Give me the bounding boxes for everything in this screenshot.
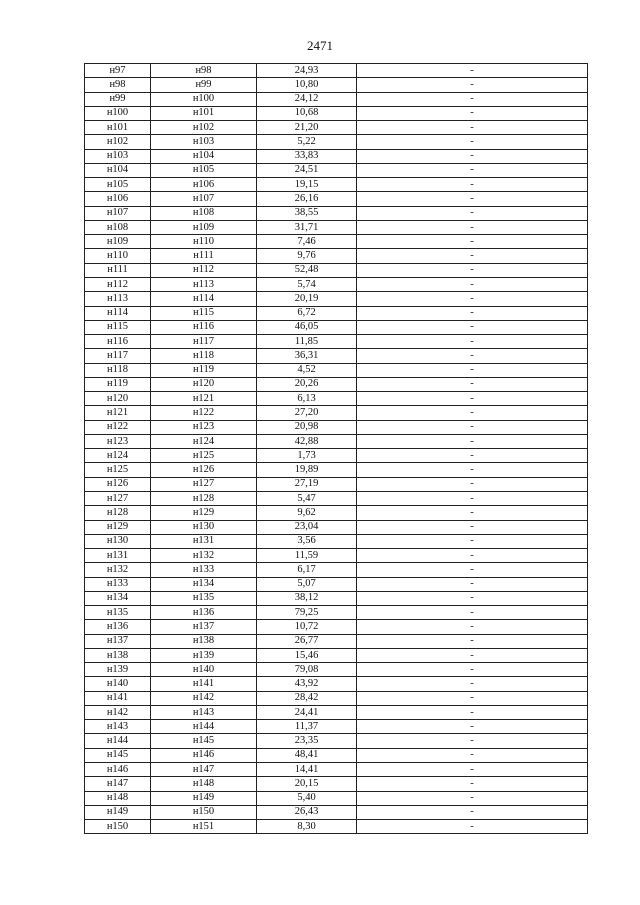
note-cell: - [357, 64, 588, 78]
distance-cell: 3,56 [257, 534, 357, 548]
table-row [85, 320, 588, 334]
to-point-cell: н113 [151, 277, 257, 291]
table-row [85, 663, 588, 677]
table-row [85, 620, 588, 634]
from-point-cell: н139 [85, 663, 151, 677]
from-point-cell: н107 [85, 206, 151, 220]
distance-cell: 23,04 [257, 520, 357, 534]
table-body [85, 64, 588, 834]
distance-cell: 79,25 [257, 606, 357, 620]
note-cell: - [357, 463, 588, 477]
note-cell: - [357, 805, 588, 819]
table-row [85, 363, 588, 377]
to-point-cell: н118 [151, 349, 257, 363]
note-cell: - [357, 420, 588, 434]
note-cell: - [357, 491, 588, 505]
distance-cell: 10,68 [257, 106, 357, 120]
table-row [85, 249, 588, 263]
table-row [85, 206, 588, 220]
table-row [85, 634, 588, 648]
to-point-cell: н101 [151, 106, 257, 120]
distance-cell: 26,16 [257, 192, 357, 206]
note-cell: - [357, 705, 588, 719]
from-point-cell: н111 [85, 263, 151, 277]
from-point-cell: н121 [85, 406, 151, 420]
distance-cell: 20,26 [257, 377, 357, 391]
distance-cell: 10,80 [257, 78, 357, 92]
from-point-cell: н103 [85, 149, 151, 163]
distance-cell: 23,35 [257, 734, 357, 748]
to-point-cell: н99 [151, 78, 257, 92]
table-row [85, 648, 588, 662]
note-cell: - [357, 506, 588, 520]
from-point-cell: н141 [85, 691, 151, 705]
from-point-cell: н123 [85, 434, 151, 448]
from-point-cell: н126 [85, 477, 151, 491]
note-cell: - [357, 192, 588, 206]
from-point-cell: н125 [85, 463, 151, 477]
from-point-cell: н144 [85, 734, 151, 748]
to-point-cell: н110 [151, 235, 257, 249]
table-row [85, 178, 588, 192]
to-point-cell: н121 [151, 392, 257, 406]
distance-cell: 20,15 [257, 777, 357, 791]
from-point-cell: н106 [85, 192, 151, 206]
distance-cell: 19,15 [257, 178, 357, 192]
note-cell: - [357, 292, 588, 306]
distance-cell: 79,08 [257, 663, 357, 677]
distance-cell: 24,41 [257, 705, 357, 719]
distance-cell: 5,74 [257, 277, 357, 291]
page-number: 2471 [307, 38, 333, 53]
table-row [85, 805, 588, 819]
distance-cell: 5,47 [257, 491, 357, 505]
note-cell: - [357, 606, 588, 620]
note-cell: - [357, 777, 588, 791]
from-point-cell: н108 [85, 220, 151, 234]
note-cell: - [357, 734, 588, 748]
distance-cell: 10,72 [257, 620, 357, 634]
to-point-cell: н122 [151, 406, 257, 420]
distance-cell: 20,98 [257, 420, 357, 434]
distance-cell: 6,17 [257, 563, 357, 577]
table-row [85, 149, 588, 163]
table-row [85, 235, 588, 249]
from-point-cell: н104 [85, 163, 151, 177]
distance-cell: 20,19 [257, 292, 357, 306]
distance-cell: 42,88 [257, 434, 357, 448]
distance-cell: 6,72 [257, 306, 357, 320]
from-point-cell: н136 [85, 620, 151, 634]
distance-cell: 14,41 [257, 763, 357, 777]
to-point-cell: н150 [151, 805, 257, 819]
distance-cell: 11,37 [257, 720, 357, 734]
from-point-cell: н142 [85, 705, 151, 719]
note-cell: - [357, 691, 588, 705]
note-cell: - [357, 106, 588, 120]
note-cell: - [357, 335, 588, 349]
to-point-cell: н143 [151, 705, 257, 719]
to-point-cell: н119 [151, 363, 257, 377]
from-point-cell: н101 [85, 121, 151, 135]
from-point-cell: н134 [85, 591, 151, 605]
distance-cell: 24,51 [257, 163, 357, 177]
distance-cell: 5,40 [257, 791, 357, 805]
from-point-cell: н131 [85, 549, 151, 563]
from-point-cell: н116 [85, 335, 151, 349]
note-cell: - [357, 406, 588, 420]
note-cell: - [357, 434, 588, 448]
from-point-cell: н137 [85, 634, 151, 648]
from-point-cell: н105 [85, 178, 151, 192]
note-cell: - [357, 392, 588, 406]
from-point-cell: н124 [85, 449, 151, 463]
note-cell: - [357, 135, 588, 149]
note-cell: - [357, 149, 588, 163]
to-point-cell: н138 [151, 634, 257, 648]
to-point-cell: н133 [151, 563, 257, 577]
note-cell: - [357, 220, 588, 234]
table-row [85, 406, 588, 420]
from-point-cell: н128 [85, 506, 151, 520]
table-row [85, 591, 588, 605]
table-row [85, 691, 588, 705]
to-point-cell: н108 [151, 206, 257, 220]
to-point-cell: н147 [151, 763, 257, 777]
from-point-cell: н118 [85, 363, 151, 377]
table-row [85, 392, 588, 406]
table-row [85, 606, 588, 620]
table-row [85, 434, 588, 448]
distance-cell: 52,48 [257, 263, 357, 277]
from-point-cell: н145 [85, 748, 151, 762]
from-point-cell: н150 [85, 820, 151, 834]
note-cell: - [357, 763, 588, 777]
table-row [85, 791, 588, 805]
table-row [85, 121, 588, 135]
table-row [85, 820, 588, 834]
note-cell: - [357, 320, 588, 334]
to-point-cell: н125 [151, 449, 257, 463]
from-point-cell: н98 [85, 78, 151, 92]
table-row [85, 549, 588, 563]
to-point-cell: н123 [151, 420, 257, 434]
table-row [85, 720, 588, 734]
distance-cell: 28,42 [257, 691, 357, 705]
to-point-cell: н114 [151, 292, 257, 306]
note-cell: - [357, 591, 588, 605]
note-cell: - [357, 820, 588, 834]
note-cell: - [357, 377, 588, 391]
distance-cell: 15,46 [257, 648, 357, 662]
note-cell: - [357, 520, 588, 534]
from-point-cell: н117 [85, 349, 151, 363]
to-point-cell: н142 [151, 691, 257, 705]
boundary-segments-table [84, 63, 588, 834]
from-point-cell: н127 [85, 491, 151, 505]
distance-cell: 19,89 [257, 463, 357, 477]
note-cell: - [357, 306, 588, 320]
from-point-cell: н122 [85, 420, 151, 434]
table-row [85, 734, 588, 748]
from-point-cell: н148 [85, 791, 151, 805]
to-point-cell: н128 [151, 491, 257, 505]
table-row [85, 306, 588, 320]
to-point-cell: н148 [151, 777, 257, 791]
table-row [85, 506, 588, 520]
table-row [85, 520, 588, 534]
to-point-cell: н109 [151, 220, 257, 234]
to-point-cell: н134 [151, 577, 257, 591]
table-row [85, 292, 588, 306]
distance-cell: 38,12 [257, 591, 357, 605]
to-point-cell: н98 [151, 64, 257, 78]
table-row [85, 377, 588, 391]
note-cell: - [357, 206, 588, 220]
distance-cell: 5,22 [257, 135, 357, 149]
note-cell: - [357, 634, 588, 648]
to-point-cell: н103 [151, 135, 257, 149]
table-row [85, 220, 588, 234]
from-point-cell: н99 [85, 92, 151, 106]
table-row [85, 577, 588, 591]
table-row [85, 763, 588, 777]
distance-cell: 46,05 [257, 320, 357, 334]
from-point-cell: н112 [85, 277, 151, 291]
to-point-cell: н106 [151, 178, 257, 192]
to-point-cell: н127 [151, 477, 257, 491]
table-row [85, 163, 588, 177]
table-row [85, 135, 588, 149]
to-point-cell: н111 [151, 249, 257, 263]
to-point-cell: н146 [151, 748, 257, 762]
note-cell: - [357, 263, 588, 277]
distance-cell: 31,71 [257, 220, 357, 234]
distance-cell: 24,93 [257, 64, 357, 78]
to-point-cell: н126 [151, 463, 257, 477]
from-point-cell: н120 [85, 392, 151, 406]
table-row [85, 563, 588, 577]
to-point-cell: н145 [151, 734, 257, 748]
note-cell: - [357, 534, 588, 548]
to-point-cell: н116 [151, 320, 257, 334]
from-point-cell: н140 [85, 677, 151, 691]
to-point-cell: н129 [151, 506, 257, 520]
from-point-cell: н110 [85, 249, 151, 263]
distance-cell: 11,85 [257, 335, 357, 349]
table-row [85, 277, 588, 291]
to-point-cell: н139 [151, 648, 257, 662]
to-point-cell: н132 [151, 549, 257, 563]
note-cell: - [357, 563, 588, 577]
table-row [85, 106, 588, 120]
distance-cell: 48,41 [257, 748, 357, 762]
to-point-cell: н120 [151, 377, 257, 391]
from-point-cell: н147 [85, 777, 151, 791]
note-cell: - [357, 178, 588, 192]
table-row [85, 449, 588, 463]
from-point-cell: н102 [85, 135, 151, 149]
note-cell: - [357, 648, 588, 662]
from-point-cell: н114 [85, 306, 151, 320]
from-point-cell: н115 [85, 320, 151, 334]
from-point-cell: н109 [85, 235, 151, 249]
to-point-cell: н117 [151, 335, 257, 349]
distance-cell: 11,59 [257, 549, 357, 563]
from-point-cell: н149 [85, 805, 151, 819]
from-point-cell: н113 [85, 292, 151, 306]
table-row [85, 477, 588, 491]
to-point-cell: н102 [151, 121, 257, 135]
to-point-cell: н131 [151, 534, 257, 548]
to-point-cell: н115 [151, 306, 257, 320]
table-row [85, 748, 588, 762]
from-point-cell: н132 [85, 563, 151, 577]
table-row [85, 534, 588, 548]
distance-cell: 8,30 [257, 820, 357, 834]
to-point-cell: н136 [151, 606, 257, 620]
note-cell: - [357, 477, 588, 491]
from-point-cell: н130 [85, 534, 151, 548]
from-point-cell: н129 [85, 520, 151, 534]
table-row [85, 78, 588, 92]
distance-cell: 24,12 [257, 92, 357, 106]
note-cell: - [357, 349, 588, 363]
table-row [85, 192, 588, 206]
note-cell: - [357, 577, 588, 591]
note-cell: - [357, 363, 588, 377]
from-point-cell: н146 [85, 763, 151, 777]
from-point-cell: н135 [85, 606, 151, 620]
table-row [85, 705, 588, 719]
note-cell: - [357, 791, 588, 805]
to-point-cell: н107 [151, 192, 257, 206]
distance-cell: 6,13 [257, 392, 357, 406]
from-point-cell: н143 [85, 720, 151, 734]
distance-cell: 5,07 [257, 577, 357, 591]
note-cell: - [357, 249, 588, 263]
to-point-cell: н112 [151, 263, 257, 277]
distance-cell: 38,55 [257, 206, 357, 220]
note-cell: - [357, 277, 588, 291]
to-point-cell: н151 [151, 820, 257, 834]
from-point-cell: н100 [85, 106, 151, 120]
distance-cell: 7,46 [257, 235, 357, 249]
distance-cell: 36,31 [257, 349, 357, 363]
note-cell: - [357, 449, 588, 463]
table-row [85, 92, 588, 106]
note-cell: - [357, 748, 588, 762]
from-point-cell: н138 [85, 648, 151, 662]
from-point-cell: н133 [85, 577, 151, 591]
distance-cell: 26,77 [257, 634, 357, 648]
to-point-cell: н124 [151, 434, 257, 448]
distance-cell: 27,20 [257, 406, 357, 420]
table-row [85, 263, 588, 277]
to-point-cell: н140 [151, 663, 257, 677]
note-cell: - [357, 677, 588, 691]
distance-cell: 33,83 [257, 149, 357, 163]
note-cell: - [357, 663, 588, 677]
to-point-cell: н137 [151, 620, 257, 634]
note-cell: - [357, 78, 588, 92]
note-cell: - [357, 620, 588, 634]
note-cell: - [357, 720, 588, 734]
distance-cell: 9,62 [257, 506, 357, 520]
table-row [85, 463, 588, 477]
distance-cell: 27,19 [257, 477, 357, 491]
table-row [85, 677, 588, 691]
note-cell: - [357, 92, 588, 106]
table-row [85, 420, 588, 434]
table-row [85, 64, 588, 78]
from-point-cell: н119 [85, 377, 151, 391]
to-point-cell: н104 [151, 149, 257, 163]
to-point-cell: н144 [151, 720, 257, 734]
distance-cell: 21,20 [257, 121, 357, 135]
distance-cell: 26,43 [257, 805, 357, 819]
table-row [85, 491, 588, 505]
note-cell: - [357, 235, 588, 249]
to-point-cell: н130 [151, 520, 257, 534]
table-row [85, 777, 588, 791]
distance-cell: 43,92 [257, 677, 357, 691]
note-cell: - [357, 163, 588, 177]
to-point-cell: н141 [151, 677, 257, 691]
to-point-cell: н100 [151, 92, 257, 106]
to-point-cell: н149 [151, 791, 257, 805]
note-cell: - [357, 549, 588, 563]
distance-cell: 9,76 [257, 249, 357, 263]
table-row [85, 335, 588, 349]
distance-cell: 1,73 [257, 449, 357, 463]
from-point-cell: н97 [85, 64, 151, 78]
distance-cell: 4,52 [257, 363, 357, 377]
table-row [85, 349, 588, 363]
to-point-cell: н135 [151, 591, 257, 605]
to-point-cell: н105 [151, 163, 257, 177]
note-cell: - [357, 121, 588, 135]
